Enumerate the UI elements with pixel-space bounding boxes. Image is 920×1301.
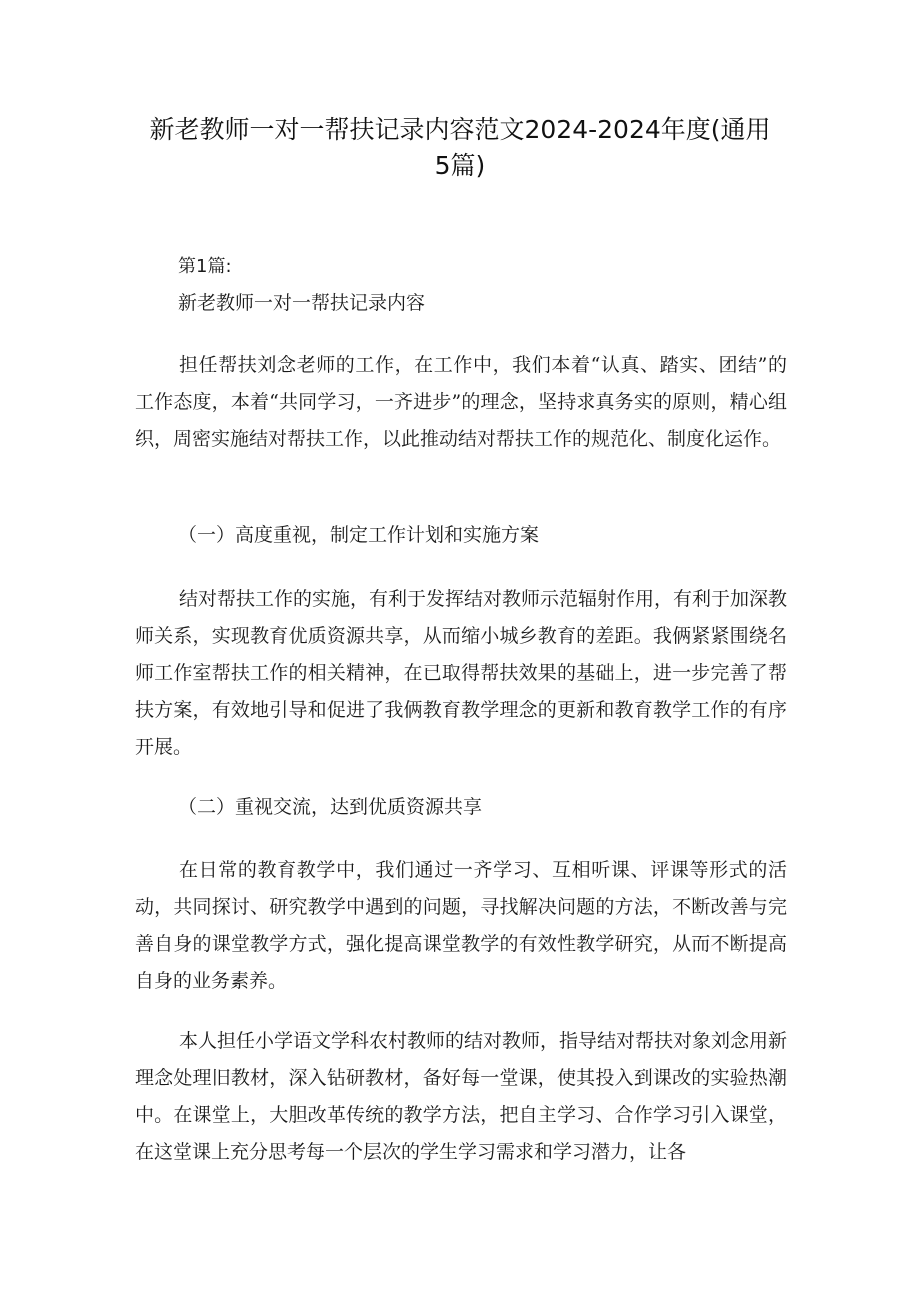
title-line-2: 5篇) [434,151,486,180]
paragraph-3: 在日常的教育教学中，我们通过一齐学习、互相听课、评课等形式的活动，共同探讨、研究教学中遇到的问题，寻找解决问题的方法，不断改善与完善自身的课堂教学方式，强化提高课堂教学的有效性教学研究，从而不断提高自身的业务素养。 [135,859,787,992]
chapter-label: 第1篇: [178,256,232,277]
chapter-subtitle: 新老教师一对一帮扶记录内容 [178,292,426,314]
section-heading-1: （一）高度重视，制定工作计划和实施方案 [178,524,540,546]
paragraph-1: 担任帮扶刘念老师的工作，在工作中，我们本着“认真、踏实、团结”的工作态度，本着“共同学习，一齐进步”的理念，坚持求真务实的原则，精心组织，周密实施结对帮扶工作，以此推动结对帮扶工作的规范化、制度化运作。 [135,354,787,450]
paragraph-4: 本人担任小学语文学科农村教师的结对教师，指导结对帮扶对象刘念用新理念处理旧教材，深入钻研教材，备好每一堂课，使其投入到课改的实验热潮中。在课堂上，大胆改革传统的教学方法，把自主学习、合作学习引入课堂，在这堂课上充分思考每一个层次的学生学习需求和学习潜力，让各 [135,1030,788,1163]
section-heading-2: （二）重视交流，达到优质资源共享 [178,796,483,818]
paragraph-2: 结对帮扶工作的实施，有利于发挥结对教师示范辐射作用，有利于加深教师关系，实现教育优质资源共享，从而缩小城乡教育的差距。我俩紧紧围绕名师工作室帮扶工作的相关精神，在已取得帮扶效果的基础上，进一步完善了帮扶方案，有效地引导和促进了我俩教育教学理念的更新和教育教学工作的有序开展。 [135,588,788,758]
document-title [130,112,790,184]
title-line-1: 新老教师一对一帮扶记录内容范文2024-2024年度(通用 [149,115,771,144]
